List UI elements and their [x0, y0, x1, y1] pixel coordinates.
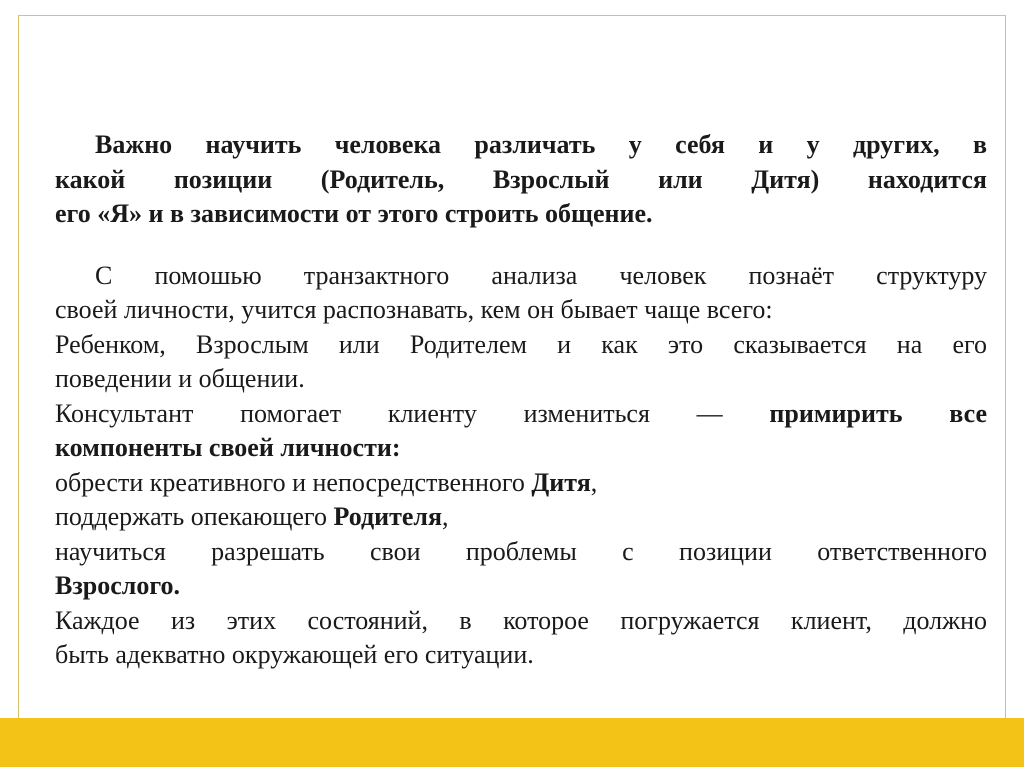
- para1-text-1: С помошью транзактного анализа человек познаёт структуру: [95, 260, 987, 290]
- item-3-bold: Взрослого.: [55, 571, 181, 600]
- para1-line-4: поведении и общении.: [55, 364, 305, 393]
- item-2: [55, 500, 987, 535]
- item-1: [55, 466, 987, 501]
- intro-line-1: [55, 128, 987, 163]
- para2-text: Консультант помогает клиенту измениться —: [55, 398, 770, 428]
- para1-line-3: Ребенком, Взрослым или Родителем и как это сказывается на его: [55, 329, 987, 359]
- closing-line-1: Каждое из этих состояний, в которое погружается клиент, должно: [55, 605, 987, 635]
- paragraph-spacer: [55, 232, 987, 259]
- intro-text-2: какой позиции (Родитель, Взрослый или Дитя) находится: [55, 164, 987, 194]
- accent-footer-bar: [0, 718, 1024, 767]
- item-1-tail: ,: [590, 467, 598, 497]
- item-2-tail: ,: [442, 502, 449, 531]
- intro-line-3: [55, 197, 987, 232]
- item-1-text: обрести креативного и непосредственного: [55, 467, 532, 497]
- intro-text-3: его «Я» и в зависимости от этого строить общение.: [55, 199, 653, 228]
- para1-line-2: своей личности, учится распознавать, кем он бывает чаще всего:: [55, 295, 773, 324]
- para2-line-1: [55, 397, 987, 432]
- para2-line-2: [55, 431, 987, 466]
- para2-bold-2: компоненты своей личности:: [55, 433, 401, 462]
- item-3-line-1: научиться разрешать свои проблемы с позиции ответственного: [55, 536, 987, 566]
- para2-bold-1: примирить все: [769, 398, 987, 428]
- closing-line-2: быть адекватно окружающей его ситуации.: [55, 640, 534, 669]
- item-2-text: поддержать опекающего: [55, 502, 334, 531]
- para1-line-1: [55, 259, 987, 294]
- slide-body: [55, 128, 987, 673]
- intro-line-2: [55, 163, 987, 198]
- item-2-bold: Родителя: [333, 502, 443, 531]
- item-3-line-2: [55, 569, 987, 604]
- intro-text-1: Важно научить человека различать у себя и у других, в: [95, 130, 987, 159]
- item-1-bold: Дитя: [531, 467, 591, 497]
